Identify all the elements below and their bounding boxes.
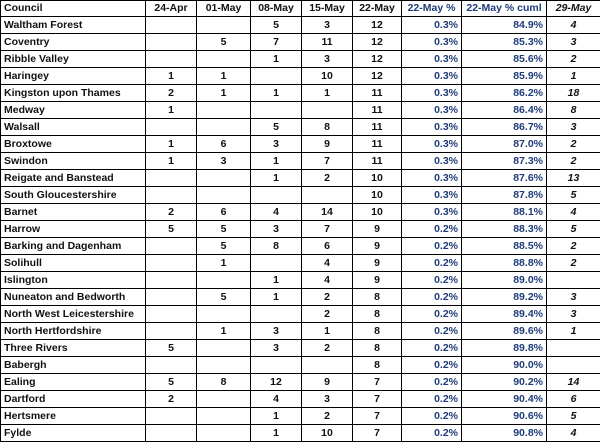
cell-22-may-pct-cuml: 90.6% [462, 408, 547, 425]
cell-08-may: 3 [251, 136, 302, 153]
council-cell: North West Leicestershire [1, 306, 146, 323]
cell-08-may: 1 [251, 85, 302, 102]
cell-24-apr [146, 357, 197, 374]
cell-22-may-pct: 0.3% [402, 119, 462, 136]
council-cell: Islington [1, 272, 146, 289]
cell-01-may [197, 340, 251, 357]
cell-22-may-pct: 0.3% [402, 204, 462, 221]
cell-22-may-pct-cuml: 88.5% [462, 238, 547, 255]
cell-22-may-pct: 0.3% [402, 85, 462, 102]
cell-22-may-pct-cuml: 89.2% [462, 289, 547, 306]
header-01-may: 01-May [197, 1, 251, 17]
cell-15-may: 9 [302, 136, 353, 153]
cell-15-may: 4 [302, 272, 353, 289]
cell-22-may: 7 [353, 391, 402, 408]
cell-08-may: 4 [251, 391, 302, 408]
cell-22-may: 11 [353, 102, 402, 119]
cell-08-may [251, 68, 302, 85]
cell-15-may: 11 [302, 34, 353, 51]
cell-29-may: 3 [547, 306, 600, 323]
cell-22-may-pct-cuml: 87.3% [462, 153, 547, 170]
council-cell: Nuneaton and Bedworth [1, 289, 146, 306]
cell-22-may: 11 [353, 119, 402, 136]
cell-22-may-pct: 0.2% [402, 323, 462, 340]
cell-01-may: 5 [197, 238, 251, 255]
cell-29-may: 4 [547, 204, 600, 221]
cell-22-may-pct: 0.2% [402, 425, 462, 442]
cell-08-may: 12 [251, 374, 302, 391]
cell-24-apr: 1 [146, 153, 197, 170]
council-cell: Three Rivers [1, 340, 146, 357]
cell-01-may: 1 [197, 85, 251, 102]
cell-29-may [547, 272, 600, 289]
cell-01-may [197, 408, 251, 425]
cell-22-may-pct-cuml: 89.4% [462, 306, 547, 323]
cell-08-may: 5 [251, 17, 302, 34]
cell-08-may [251, 187, 302, 204]
cell-08-may: 1 [251, 425, 302, 442]
cell-22-may-pct-cuml: 89.6% [462, 323, 547, 340]
cell-08-may [251, 102, 302, 119]
header-council: Council [1, 1, 146, 17]
cell-22-may-pct: 0.2% [402, 255, 462, 272]
cell-22-may: 9 [353, 221, 402, 238]
council-cell: Fylde [1, 425, 146, 442]
council-cell: Harrow [1, 221, 146, 238]
cell-08-may: 5 [251, 119, 302, 136]
cell-29-may: 13 [547, 170, 600, 187]
cell-22-may-pct: 0.2% [402, 306, 462, 323]
cell-22-may-pct-cuml: 85.6% [462, 51, 547, 68]
cell-22-may-pct: 0.2% [402, 221, 462, 238]
cell-22-may: 7 [353, 425, 402, 442]
cell-29-may: 3 [547, 119, 600, 136]
table-row [1, 187, 600, 204]
cell-22-may-pct-cuml: 85.3% [462, 34, 547, 51]
cell-15-may: 10 [302, 68, 353, 85]
header-row [1, 1, 600, 17]
header-08-may: 08-May [251, 1, 302, 17]
cell-22-may-pct-cuml: 86.2% [462, 85, 547, 102]
cell-22-may: 9 [353, 238, 402, 255]
cell-01-may [197, 272, 251, 289]
cell-08-may: 8 [251, 238, 302, 255]
cell-15-may: 1 [302, 323, 353, 340]
cell-24-apr: 1 [146, 136, 197, 153]
cell-22-may-pct: 0.3% [402, 187, 462, 204]
cell-01-may [197, 425, 251, 442]
cell-29-may: 1 [547, 68, 600, 85]
cell-22-may-pct-cuml: 90.8% [462, 425, 547, 442]
council-cell: North Hertfordshire [1, 323, 146, 340]
cell-29-may: 8 [547, 102, 600, 119]
table-row [1, 425, 600, 442]
cell-08-may: 3 [251, 323, 302, 340]
header-22-may-pct-cuml: 22-May % cuml [462, 1, 547, 17]
table-row [1, 34, 600, 51]
table-row [1, 51, 600, 68]
cell-15-may: 14 [302, 204, 353, 221]
table-row [1, 238, 600, 255]
cell-22-may-pct-cuml: 87.0% [462, 136, 547, 153]
table-row [1, 221, 600, 238]
table-row [1, 340, 600, 357]
cell-22-may: 9 [353, 255, 402, 272]
cell-22-may-pct-cuml: 89.0% [462, 272, 547, 289]
cell-01-may [197, 51, 251, 68]
cell-15-may: 2 [302, 170, 353, 187]
cell-01-may: 8 [197, 374, 251, 391]
cell-24-apr [146, 34, 197, 51]
cell-22-may-pct: 0.3% [402, 68, 462, 85]
cell-22-may: 8 [353, 340, 402, 357]
table-row [1, 391, 600, 408]
cell-15-may: 8 [302, 119, 353, 136]
cell-29-may: 4 [547, 425, 600, 442]
cell-22-may-pct: 0.3% [402, 51, 462, 68]
cell-22-may: 8 [353, 306, 402, 323]
cell-24-apr [146, 255, 197, 272]
cell-29-may: 5 [547, 187, 600, 204]
table-row [1, 408, 600, 425]
cell-22-may: 11 [353, 136, 402, 153]
council-cell: Hertsmere [1, 408, 146, 425]
cell-24-apr [146, 170, 197, 187]
cell-22-may: 7 [353, 408, 402, 425]
cell-22-may-pct: 0.2% [402, 272, 462, 289]
table-row [1, 136, 600, 153]
table-header [1, 1, 600, 17]
cell-15-may: 3 [302, 51, 353, 68]
cell-22-may-pct-cuml: 88.8% [462, 255, 547, 272]
cell-08-may: 1 [251, 408, 302, 425]
cell-22-may: 8 [353, 357, 402, 374]
table-row [1, 374, 600, 391]
cell-15-may: 3 [302, 391, 353, 408]
cell-15-may: 2 [302, 306, 353, 323]
cell-15-may: 2 [302, 289, 353, 306]
cell-24-apr [146, 17, 197, 34]
cell-08-may [251, 255, 302, 272]
cell-24-apr: 1 [146, 102, 197, 119]
council-cell: South Gloucestershire [1, 187, 146, 204]
cell-22-may-pct-cuml: 90.0% [462, 357, 547, 374]
cell-22-may-pct-cuml: 85.9% [462, 68, 547, 85]
cell-24-apr: 2 [146, 391, 197, 408]
cell-22-may-pct-cuml: 86.7% [462, 119, 547, 136]
cell-24-apr [146, 306, 197, 323]
cell-22-may-pct-cuml: 90.4% [462, 391, 547, 408]
cell-24-apr: 2 [146, 204, 197, 221]
cell-01-may: 6 [197, 204, 251, 221]
cell-24-apr: 5 [146, 374, 197, 391]
cell-24-apr [146, 51, 197, 68]
cell-22-may-pct: 0.2% [402, 408, 462, 425]
table-row [1, 85, 600, 102]
cell-29-may: 5 [547, 408, 600, 425]
cell-22-may: 7 [353, 374, 402, 391]
council-cell: Swindon [1, 153, 146, 170]
cell-01-may: 1 [197, 68, 251, 85]
table-row [1, 17, 600, 34]
header-29-may: 29-May [547, 1, 600, 17]
cell-29-may: 3 [547, 34, 600, 51]
cell-22-may-pct-cuml: 90.2% [462, 374, 547, 391]
cell-24-apr [146, 425, 197, 442]
header-22-may: 22-May [353, 1, 402, 17]
cell-29-may: 2 [547, 51, 600, 68]
cell-01-may [197, 17, 251, 34]
council-cell: Waltham Forest [1, 17, 146, 34]
cell-24-apr: 5 [146, 340, 197, 357]
council-cell: Medway [1, 102, 146, 119]
cell-22-may: 11 [353, 153, 402, 170]
cell-01-may [197, 119, 251, 136]
cell-08-may: 4 [251, 204, 302, 221]
cell-01-may: 5 [197, 221, 251, 238]
cell-01-may [197, 102, 251, 119]
cell-29-may: 1 [547, 323, 600, 340]
table-row [1, 170, 600, 187]
cell-22-may-pct-cuml: 88.1% [462, 204, 547, 221]
council-cell: Barking and Dagenham [1, 238, 146, 255]
cell-22-may-pct-cuml: 87.6% [462, 170, 547, 187]
header-15-may: 15-May [302, 1, 353, 17]
cell-08-may: 1 [251, 153, 302, 170]
council-cell: Haringey [1, 68, 146, 85]
cell-22-may: 8 [353, 323, 402, 340]
cell-22-may-pct-cuml: 88.3% [462, 221, 547, 238]
cell-24-apr [146, 119, 197, 136]
cell-22-may: 11 [353, 85, 402, 102]
cell-15-may: 9 [302, 374, 353, 391]
cell-29-may: 14 [547, 374, 600, 391]
cell-15-may: 3 [302, 17, 353, 34]
cell-08-may: 1 [251, 51, 302, 68]
cell-01-may [197, 187, 251, 204]
council-cell: Reigate and Banstead [1, 170, 146, 187]
cell-22-may-pct-cuml: 84.9% [462, 17, 547, 34]
cell-22-may-pct: 0.2% [402, 340, 462, 357]
cell-08-may [251, 306, 302, 323]
cell-15-may: 7 [302, 221, 353, 238]
cell-24-apr [146, 238, 197, 255]
cell-22-may-pct-cuml: 89.8% [462, 340, 547, 357]
table-row [1, 204, 600, 221]
table-row [1, 119, 600, 136]
cell-29-may: 2 [547, 136, 600, 153]
cell-29-may [547, 340, 600, 357]
cell-08-may: 1 [251, 289, 302, 306]
table-row [1, 272, 600, 289]
cell-15-may [302, 187, 353, 204]
cell-24-apr: 5 [146, 221, 197, 238]
cell-22-may-pct: 0.2% [402, 289, 462, 306]
cell-08-may: 7 [251, 34, 302, 51]
cell-15-may: 1 [302, 85, 353, 102]
cell-08-may: 1 [251, 170, 302, 187]
cell-22-may: 8 [353, 289, 402, 306]
table-row [1, 357, 600, 374]
cell-01-may [197, 357, 251, 374]
cell-22-may: 12 [353, 68, 402, 85]
council-cell: Ribble Valley [1, 51, 146, 68]
table-row [1, 102, 600, 119]
cell-22-may-pct: 0.2% [402, 374, 462, 391]
cell-01-may: 1 [197, 255, 251, 272]
cell-08-may: 3 [251, 221, 302, 238]
council-cell: Kingston upon Thames [1, 85, 146, 102]
cell-29-may: 3 [547, 289, 600, 306]
council-cell: Coventry [1, 34, 146, 51]
council-cell: Broxtowe [1, 136, 146, 153]
cell-01-may: 5 [197, 34, 251, 51]
cell-22-may-pct: 0.3% [402, 170, 462, 187]
cell-22-may: 10 [353, 204, 402, 221]
header-22-may-pct: 22-May % [402, 1, 462, 17]
cell-22-may: 12 [353, 51, 402, 68]
cell-29-may: 2 [547, 238, 600, 255]
cell-15-may: 4 [302, 255, 353, 272]
cell-15-may [302, 357, 353, 374]
table-row [1, 68, 600, 85]
cell-22-may-pct: 0.2% [402, 391, 462, 408]
cell-01-may [197, 391, 251, 408]
cell-24-apr [146, 408, 197, 425]
cell-29-may: 6 [547, 391, 600, 408]
cell-29-may: 2 [547, 255, 600, 272]
cell-22-may: 12 [353, 17, 402, 34]
cell-22-may-pct: 0.3% [402, 34, 462, 51]
cell-22-may: 10 [353, 170, 402, 187]
cell-22-may: 9 [353, 272, 402, 289]
table-row [1, 153, 600, 170]
cell-15-may: 2 [302, 340, 353, 357]
cell-24-apr [146, 272, 197, 289]
cell-15-may: 2 [302, 408, 353, 425]
cell-01-may [197, 170, 251, 187]
cell-01-may: 1 [197, 323, 251, 340]
council-cell: Solihull [1, 255, 146, 272]
cell-22-may-pct: 0.3% [402, 17, 462, 34]
cell-22-may: 10 [353, 187, 402, 204]
cell-01-may [197, 306, 251, 323]
table-row [1, 289, 600, 306]
cell-29-may [547, 357, 600, 374]
council-cell: Babergh [1, 357, 146, 374]
cell-24-apr [146, 323, 197, 340]
cell-22-may: 12 [353, 34, 402, 51]
cell-22-may-pct: 0.2% [402, 357, 462, 374]
header-24-apr: 24-Apr [146, 1, 197, 17]
cell-29-may: 5 [547, 221, 600, 238]
cell-08-may: 3 [251, 340, 302, 357]
table-row [1, 323, 600, 340]
cell-22-may-pct-cuml: 87.8% [462, 187, 547, 204]
cell-15-may: 10 [302, 425, 353, 442]
cell-24-apr: 2 [146, 85, 197, 102]
cell-01-may: 3 [197, 153, 251, 170]
table-row [1, 306, 600, 323]
cell-29-may: 2 [547, 153, 600, 170]
cell-22-may-pct: 0.3% [402, 153, 462, 170]
cell-01-may: 5 [197, 289, 251, 306]
council-cell: Ealing [1, 374, 146, 391]
table-body [1, 17, 600, 442]
cell-15-may [302, 102, 353, 119]
cell-15-may: 6 [302, 238, 353, 255]
cell-08-may [251, 357, 302, 374]
cell-22-may-pct: 0.3% [402, 102, 462, 119]
council-cell: Walsall [1, 119, 146, 136]
cell-15-may: 7 [302, 153, 353, 170]
cell-01-may: 6 [197, 136, 251, 153]
cell-22-may-pct: 0.3% [402, 136, 462, 153]
cell-24-apr [146, 289, 197, 306]
cell-08-may: 1 [251, 272, 302, 289]
cell-22-may-pct-cuml: 86.4% [462, 102, 547, 119]
council-cell: Barnet [1, 204, 146, 221]
cell-24-apr: 1 [146, 68, 197, 85]
council-cell: Dartford [1, 391, 146, 408]
cell-29-may: 4 [547, 17, 600, 34]
cell-22-may-pct: 0.2% [402, 238, 462, 255]
cell-29-may: 18 [547, 85, 600, 102]
table-row [1, 255, 600, 272]
cell-24-apr [146, 187, 197, 204]
